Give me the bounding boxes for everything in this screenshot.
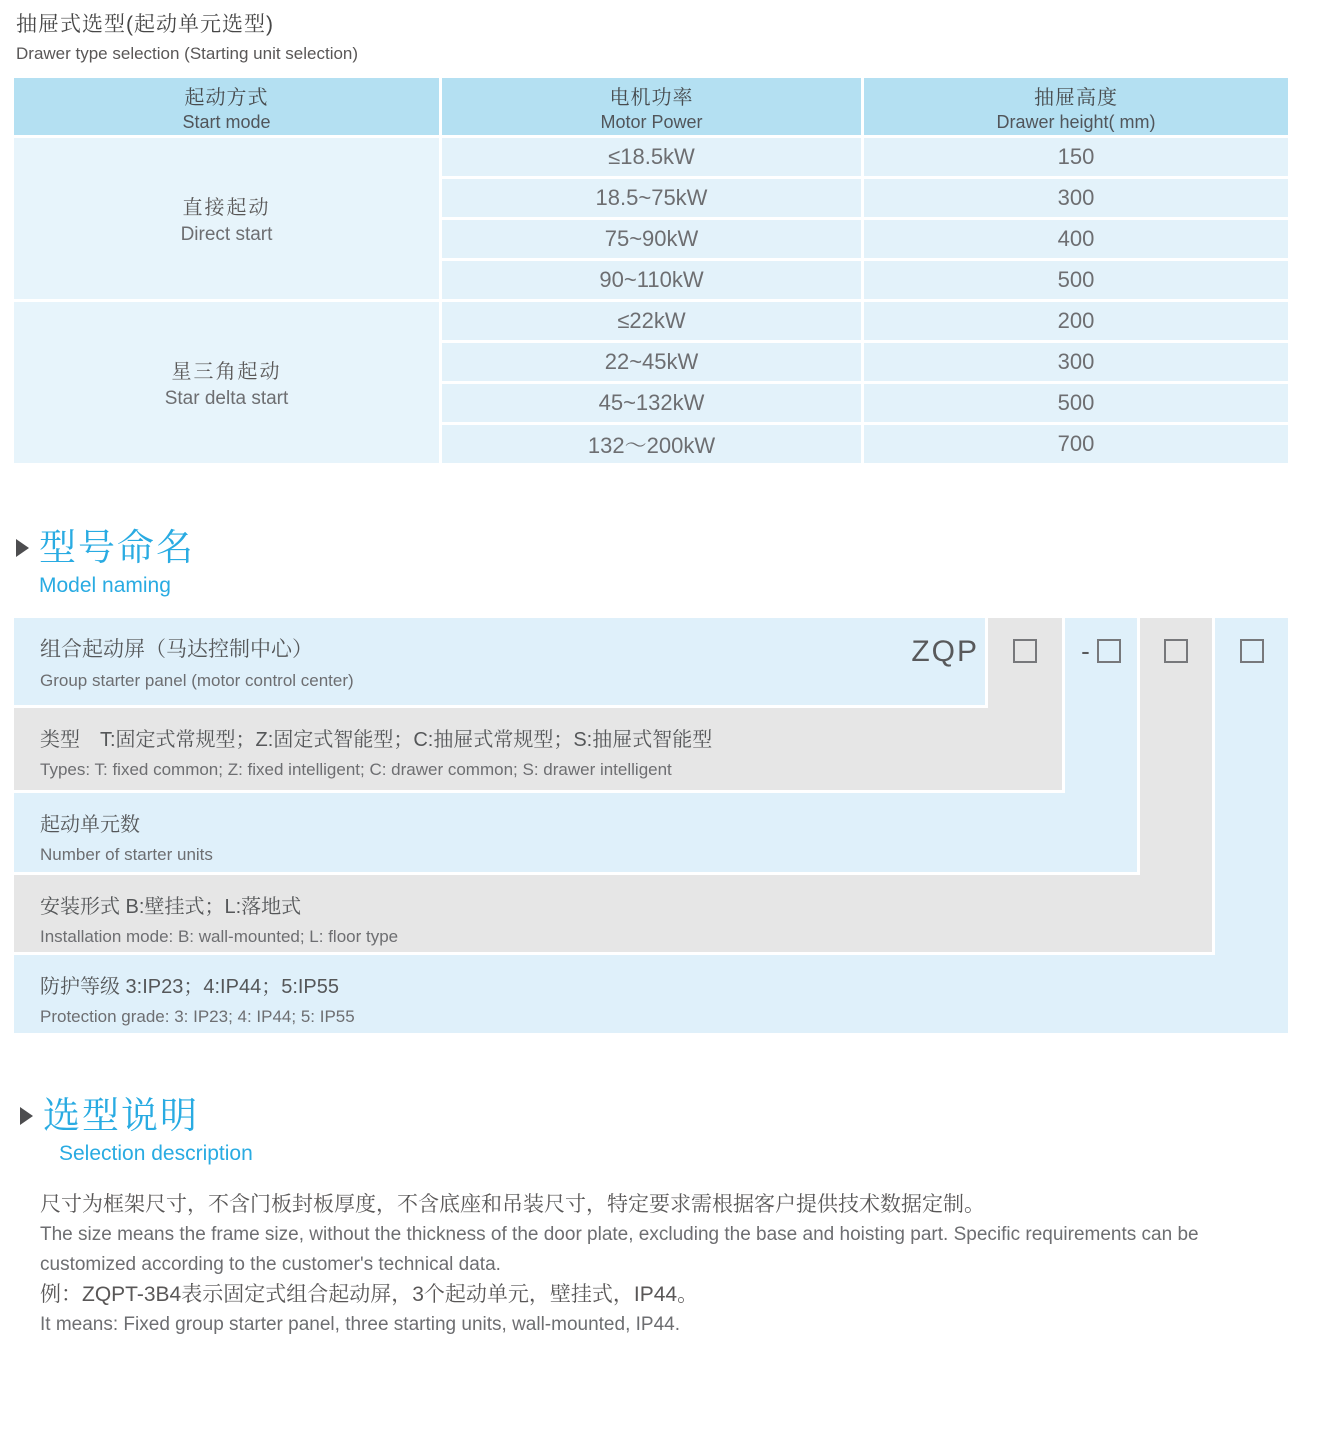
description-line-zh: 例：ZQPT-3B4表示固定式组合起动屏，3个起动单元，壁挂式，IP44。 — [40, 1283, 699, 1306]
table-header-drawer-height — [864, 78, 1288, 135]
model-dash: - — [1081, 636, 1090, 666]
page-title-zh: 抽屉式选型(起动单元选型) — [16, 13, 274, 36]
table-header-start-mode — [14, 78, 439, 135]
placeholder-box-icon — [1097, 639, 1121, 663]
diagram-row-en: Installation mode: B: wall-mounted; L: floor type — [40, 927, 399, 946]
selection-heading-zh: 选型说明 — [43, 1095, 199, 1136]
diagram-connector-type — [988, 618, 1062, 790]
header-drawer-height-en: Drawer height( mm) — [996, 111, 1156, 132]
height-cell: 700 — [864, 425, 1288, 463]
diagram-connector-installation — [1140, 618, 1212, 952]
diagram-row-en: Group starter panel (motor control center) — [40, 671, 354, 690]
power-cell: 75~90kW — [442, 220, 861, 258]
mode-cell-star-delta — [14, 302, 439, 463]
diagram-row-zh: 类型 T:固定式常规型；Z:固定式智能型；C:抽屉式常规型；S:抽屉式智能型 — [40, 729, 713, 751]
header-start-mode-en: Start mode — [182, 111, 271, 132]
mode-direct-zh: 直接起动 — [182, 197, 271, 219]
diagram-row-group-starter-panel — [14, 618, 985, 705]
power-cell: 45~132kW — [442, 384, 861, 422]
diagram-row-zh: 安装形式 B:壁挂式；L:落地式 — [40, 896, 302, 918]
model-code-label: ZQP — [911, 635, 979, 668]
header-drawer-height-zh: 抽屉高度 — [1034, 86, 1118, 109]
height-cell: 400 — [864, 220, 1288, 258]
diagram-row-en: Number of starter units — [40, 845, 213, 864]
height-cell: 500 — [864, 384, 1288, 422]
power-cell: 18.5~75kW — [442, 179, 861, 217]
power-cell: 22~45kW — [442, 343, 861, 381]
description-line-zh: 尺寸为框架尺寸，不含门板封板厚度，不含底座和吊装尺寸，特定要求需根据客户提供技术数据定制。 — [40, 1193, 985, 1216]
page-title-en: Drawer type selection (Starting unit selection) — [16, 44, 359, 63]
diagram-row-en: Types: T: fixed common; Z: fixed intelligent; C: drawer common; S: drawer intelligent — [40, 760, 672, 779]
page-title — [16, 8, 358, 64]
mode-star-delta-en: Star delta start — [164, 388, 289, 409]
diagram-row-zh: 组合起动屏（马达控制中心） — [40, 638, 313, 661]
height-cell: 500 — [864, 261, 1288, 299]
diagram-row-protection-grade — [14, 955, 1288, 1033]
model-naming-heading — [16, 526, 195, 598]
selection-description-text — [40, 1190, 1288, 1340]
height-cell: 200 — [864, 302, 1288, 340]
diagram-row-zh: 起动单元数 — [40, 814, 140, 836]
diagram-row-installation-mode — [14, 875, 1212, 952]
height-cell: 300 — [864, 343, 1288, 381]
mode-direct-en: Direct start — [180, 224, 273, 245]
power-cell: 90~110kW — [442, 261, 861, 299]
section-marker-icon — [16, 539, 29, 557]
diagram-row-types — [14, 708, 1062, 790]
drawer-selection-table — [14, 78, 1288, 463]
description-line-en: It means: Fixed group starter panel, three starting units, wall-mounted, IP44. — [40, 1314, 680, 1335]
model-naming-heading-zh: 型号命名 — [39, 527, 195, 568]
diagram-connector-protection — [1215, 618, 1288, 1033]
placeholder-box-icon — [1164, 639, 1188, 663]
power-cell: 132～200kW — [442, 425, 861, 463]
section-marker-icon — [20, 1107, 33, 1125]
model-naming-diagram — [14, 618, 1288, 1033]
height-cell: 150 — [864, 138, 1288, 176]
diagram-row-en: Protection grade: 3: IP23; 4: IP44; 5: IP55 — [40, 1007, 355, 1026]
placeholder-box-icon — [1240, 639, 1264, 663]
selection-heading-en: Selection description — [59, 1142, 253, 1165]
selection-description-heading — [20, 1094, 253, 1166]
diagram-row-zh: 防护等级 3:IP23；4:IP44；5:IP55 — [40, 976, 340, 998]
diagram-connector-units — [1065, 618, 1137, 872]
model-naming-heading-en: Model naming — [39, 574, 171, 597]
table-header-motor-power — [442, 78, 861, 135]
header-motor-power-zh: 电机功率 — [609, 86, 694, 109]
height-cell: 300 — [864, 179, 1288, 217]
mode-cell-direct-start — [14, 138, 439, 299]
placeholder-box-icon — [1013, 639, 1037, 663]
description-line-en: The size means the frame size, without the thickness of the door plate, excluding the base and hoisting part. Specific requirements can be customized according to the customer's technical data. — [40, 1224, 1199, 1275]
power-cell: ≤22kW — [442, 302, 861, 340]
mode-star-delta-zh: 星三角起动 — [171, 361, 282, 383]
power-cell: ≤18.5kW — [442, 138, 861, 176]
diagram-row-starter-units — [14, 793, 1137, 872]
header-start-mode-zh: 起动方式 — [184, 86, 269, 109]
header-motor-power-en: Motor Power — [600, 111, 703, 132]
